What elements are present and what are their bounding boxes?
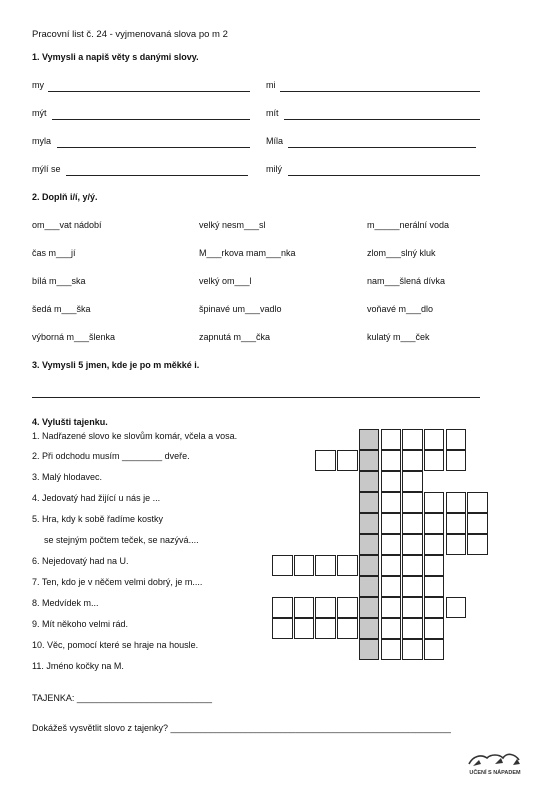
crossword-cell[interactable] [424,555,445,576]
task1-word: mýlí se [32,164,61,174]
crossword-cell[interactable] [424,513,445,534]
logo-text: UČENÍ S NÁPADEM [469,770,521,776]
crossword-cell[interactable] [402,492,423,513]
crossword-key-cell[interactable] [359,513,380,534]
crossword-cell[interactable] [467,513,488,534]
crossword-cell[interactable] [381,492,402,513]
crossword-cell[interactable] [402,450,423,471]
crossword-cell[interactable] [446,534,467,555]
answer-line[interactable] [280,91,480,92]
clue: 10. Věc, pomocí které se hraje na housle. [32,640,199,650]
clue: 1. Nadřazené slovo ke slovům komár, včela a vosa. [32,431,238,441]
crossword-cell[interactable] [402,555,423,576]
crossword-cell[interactable] [446,597,467,618]
clue: 8. Medvídek m... [32,598,99,608]
clue: 6. Nejedovatý had na U. [32,556,129,566]
fill-item[interactable]: zlom___slný kluk [367,248,436,258]
crossword-cell[interactable] [381,534,402,555]
answer-line[interactable] [48,91,250,92]
fill-item[interactable]: bílá m___ska [32,276,86,286]
task1-heading: 1. Vymysli a napiš věty s danými slovy. [32,52,199,62]
answer-line[interactable] [32,397,480,398]
crossword-key-cell[interactable] [359,429,380,450]
crossword-cell[interactable] [381,555,402,576]
crossword-cell[interactable] [402,534,423,555]
crossword-cell[interactable] [272,555,293,576]
crossword-key-cell[interactable] [359,639,380,660]
crossword-key-cell[interactable] [359,492,380,513]
task1-word: milý [266,164,282,174]
fill-item[interactable]: šedá m___ška [32,304,91,314]
logo-icon [465,748,525,776]
crossword-cell[interactable] [446,513,467,534]
crossword-cell[interactable] [381,597,402,618]
crossword-cell[interactable] [424,429,445,450]
crossword-cell[interactable] [294,597,315,618]
answer-line[interactable] [66,175,248,176]
crossword-cell[interactable] [337,618,358,639]
crossword-cell[interactable] [272,618,293,639]
crossword-cell[interactable] [315,618,336,639]
crossword-cell[interactable] [402,471,423,492]
crossword-cell[interactable] [315,597,336,618]
crossword-key-cell[interactable] [359,576,380,597]
tajenka-label: TAJENKA: ___________________________ [32,693,212,703]
crossword-cell[interactable] [402,597,423,618]
crossword-cell[interactable] [402,639,423,660]
fill-item[interactable]: špinavé um___vadlo [199,304,282,314]
crossword-cell[interactable] [294,555,315,576]
crossword-cell[interactable] [402,429,423,450]
crossword-key-cell[interactable] [359,618,380,639]
crossword-cell[interactable] [467,492,488,513]
crossword-cell[interactable] [424,492,445,513]
crossword-cell[interactable] [424,597,445,618]
crossword-cell[interactable] [424,450,445,471]
task1-word: mi [266,80,276,90]
crossword-cell[interactable] [402,618,423,639]
crossword-cell[interactable] [381,618,402,639]
crossword-cell[interactable] [337,555,358,576]
answer-line[interactable] [52,119,250,120]
crossword-cell[interactable] [446,450,467,471]
crossword-key-cell[interactable] [359,597,380,618]
fill-item[interactable]: nam___šlená dívka [367,276,446,286]
crossword-cell[interactable] [381,639,402,660]
crossword-cell[interactable] [381,471,402,492]
clue: 5. Hra, kdy k sobě řadíme kostky [32,514,164,524]
task1-word: my [32,80,44,90]
crossword-key-cell[interactable] [359,534,380,555]
crossword-cell[interactable] [424,618,445,639]
crossword-cell[interactable] [424,639,445,660]
crossword-cell[interactable] [381,450,402,471]
crossword-cell[interactable] [381,513,402,534]
task1-word: mít [266,108,279,118]
clue: 4. Jedovatý had žijící u nás je ... [32,493,161,503]
clue: se stejným počtem teček, se nazývá.... [44,535,199,545]
task1-word: Míla [266,136,284,146]
clue: 7. Ten, kdo je v něčem velmi dobrý, je m.... [32,577,203,587]
task1-word: myla [32,136,52,146]
answer-line[interactable] [284,119,480,120]
tajenka-question: Dokážeš vysvětlit slovo z tajenky? ________________________________________________________ [32,723,451,733]
crossword-cell[interactable] [315,555,336,576]
crossword-cell[interactable] [446,492,467,513]
task1-word: mýt [32,108,47,118]
fill-item[interactable]: kulatý m___ček [367,332,430,342]
crossword-cell[interactable] [402,576,423,597]
clue: 2. Při odchodu musím ________ dveře. [32,451,190,461]
clue: 3. Malý hlodavec. [32,472,103,482]
task2-heading: 2. Doplň i/í, y/ý. [32,192,98,202]
fill-item[interactable]: m_____nerální voda [367,220,450,230]
crossword-cell[interactable] [294,618,315,639]
crossword-cell[interactable] [424,576,445,597]
fill-item[interactable]: velký nesm___sl [199,220,266,230]
task4-heading: 4. Vylušti tajenku. [32,417,108,427]
fill-item[interactable]: om___vat nádobí [32,220,102,230]
crossword-cell[interactable] [381,429,402,450]
crossword-cell[interactable] [424,534,445,555]
crossword-cell[interactable] [467,534,488,555]
fill-item[interactable]: velký om___l [199,276,252,286]
answer-line[interactable] [288,175,480,176]
clue: 9. Mít někoho velmi rád. [32,619,129,629]
fill-item[interactable]: čas m___jí [32,248,76,258]
crossword-cell[interactable] [315,450,336,471]
crossword-cell[interactable] [337,450,358,471]
crossword-cell[interactable] [272,597,293,618]
crossword-cell[interactable] [402,513,423,534]
crossword-key-cell[interactable] [359,450,380,471]
crossword-key-cell[interactable] [359,471,380,492]
crossword-key-cell[interactable] [359,555,380,576]
fill-item[interactable]: výborná m___šlenka [32,332,116,342]
clue: 11. Jméno kočky na M. [32,661,124,671]
task3-heading: 3. Vymysli 5 jmen, kde je po m měkké i. [32,360,200,370]
fill-item[interactable]: M___rkova mam___nka [199,248,296,258]
fill-item[interactable]: voňavé m___dlo [367,304,434,314]
answer-line[interactable] [288,147,476,148]
crossword-cell[interactable] [381,576,402,597]
page-title: Pracovní list č. 24 - vyjmenovaná slova po m 2 [32,29,228,40]
answer-line[interactable] [57,147,250,148]
fill-item[interactable]: zapnutá m___čka [199,332,271,342]
crossword-cell[interactable] [337,597,358,618]
crossword-cell[interactable] [446,429,467,450]
